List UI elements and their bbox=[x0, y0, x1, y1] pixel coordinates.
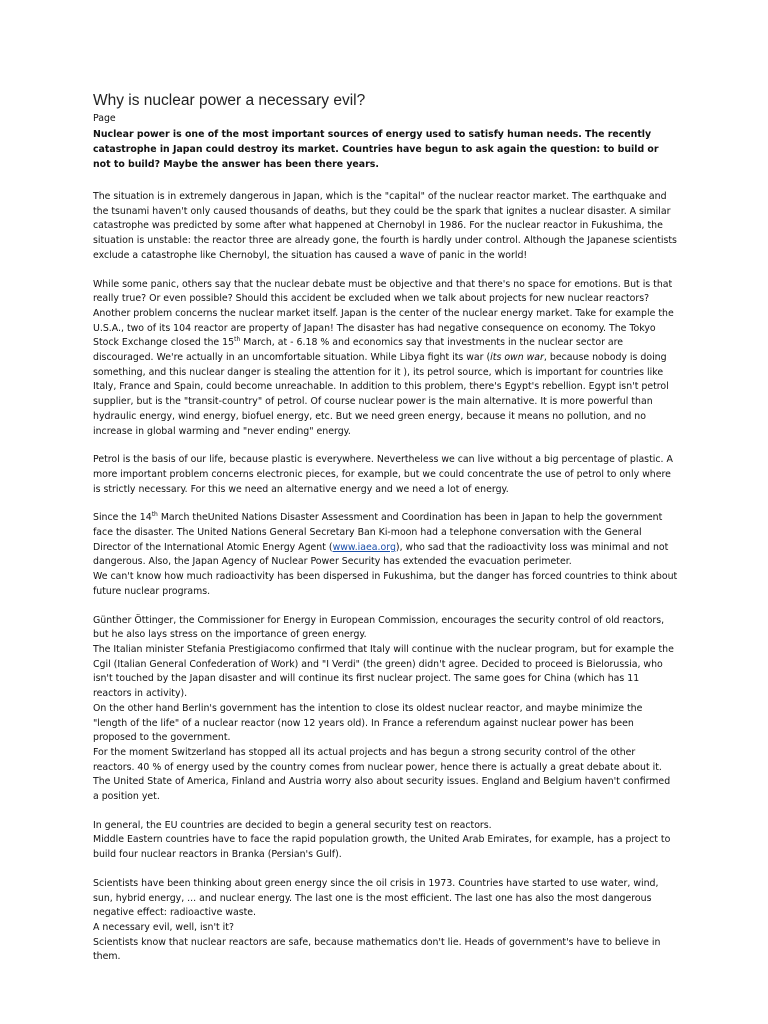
text-run: March theUnited Nations Disaster Assessment and Coordination has been in Japan to help the government face the disaster. The United Nations General Secretary Ban Ki-moon had a telephone conversation with the General Director of the International Atomic Energy Agent ( bbox=[93, 512, 663, 553]
paragraph-eu-commission: Günther Öttinger, the Commissioner for Energy in European Commission, encourages the security control of old reactors, but he also lays stress on the importance of green energy. bbox=[93, 614, 665, 641]
text-run: Since the 14 bbox=[93, 512, 152, 524]
superscript: th bbox=[151, 511, 158, 519]
paragraph-usa: The United State of America, Finland and Austria worry also about security issues. England and Belgium haven't confirmed a position yet. bbox=[93, 776, 671, 803]
iaea-link[interactable]: www.iaea.org bbox=[332, 541, 396, 553]
paragraph-italy: The Italian minister Stefania Prestigiacomo confirmed that Italy will continue with the nuclear program, but for example the Cgil (Italian General Confederation of Work) and "I Verdi" (the green) didn't agree. Decided to proceed is Bielorussia, who isn't touched by the Japan disaster and will continue its first nuclear project. The same goes for China (which has 11 reactors in activity). bbox=[93, 643, 674, 700]
paragraph-green-energy: Scientists have been thinking about green energy since the oil crisis in 1973. Countries have started to use water, wind, sun, hybrid energy, ... and nuclear energy. The last one is the most efficient. The last one has also the most dangerous negative effect: radioactive waste. bbox=[93, 877, 659, 919]
paragraph-japan-situation: The situation is in extremely dangerous in Japan, which is the "capital" of the nuclear reactor market. The earthquake and the tsunami haven't only caused thousands of deaths, but they could be the spark that ignites a nuclear disaster. A similar catastrophe was predicted by some after what happened at Chernobyl in 1986. For the nuclear reactor in Fukushima, the situation is unstable: the reactor three are already gone, the fourth is hardly under control. Although the Japanese scientists exclude a catastrophe like Chernobyl, the situation has caused a wave of panic in the world! bbox=[93, 191, 677, 261]
document-title: Why is nuclear power a necessary evil? bbox=[93, 92, 366, 109]
intro-paragraph: Nuclear power is one of the most important sources of energy used to satisfy human needs. The recently catastrophe in Japan could destroy its market. Countries have begun to ask again the question: to build or not to build? Maybe the answer has been there years. bbox=[93, 129, 659, 170]
text-run: , because nobody is doing something, and this nuclear danger is stealing the attention for it ), its petrol source, which is important for countries like Italy, France and Spain, could become unreachable. In addition to this problem, there's Egypt's rebellion. Egypt isn't petrol supplier, but is the "transit-country" of petrol. Of course nuclear power is the main alternative. It is more powerful than hydraulic energy, wind energy, biofuel energy, etc. But we need green energy, because it means no pollution, and no increase in global warming and "never ending" energy. bbox=[93, 352, 669, 437]
paragraph-petrol: Petrol is the basis of our life, because plastic is everywhere. Nevertheless we can live without a big percentage of plastic. A more important problem concerns electronic pieces, for example, but we could concentrate the use of petrol to only where is strictly necessary. For this we need an alternative energy and we need a lot of energy. bbox=[93, 454, 673, 495]
paragraph-eu-test: In general, the EU countries are decided to begin a general security test on reactors. bbox=[93, 819, 492, 831]
emphasis-text: its own war bbox=[490, 352, 544, 364]
text-run: ), who sad that the radioactivity loss was minimal and not dangerous. Also, the Japan Agency of Nuclear Power Security has extended the evacuation perimeter. bbox=[93, 541, 669, 568]
paragraph-middle-east: Middle Eastern countries have to face the rapid population growth, the United Arab Emirates, for example, has a project to build four nuclear reactors in Branka (Persian's Gulf). bbox=[93, 834, 671, 861]
paragraph-switzerland: For the moment Switzerland has stopped all its actual projects and has begun a strong security control of the other reactors. 40 % of energy used by the country comes from nuclear power, hence there is actually a great debate about it. bbox=[93, 746, 662, 773]
paragraph-berlin: On the other hand Berlin's government has the intention to close its oldest nuclear reactor, and maybe minimize the "length of the life" of a nuclear reactor (now 12 years old). In France a referendum against nuclear power has been proposed to the government. bbox=[93, 702, 643, 744]
superscript: th bbox=[234, 336, 241, 344]
paragraph-radioactivity: We can't know how much radioactivity has been dispersed in Fukushima, but the danger has forced countries to think about future nuclear programs. bbox=[93, 571, 678, 597]
paragraph-conclusion: Scientists know that nuclear reactors are safe, because mathematics don't lie. Heads of government's have to believe in them. bbox=[93, 936, 661, 963]
text-run: March, at - 6.18 % and economics say that investments in the nuclear sector are discouraged. We're actually in an uncomfortable situation. While Libya fight its war ( bbox=[93, 337, 624, 364]
page-label: Page bbox=[93, 113, 116, 124]
paragraph-nuclear-market bbox=[93, 278, 678, 440]
paragraph-necessary-evil: A necessary evil, well, isn't it? bbox=[93, 921, 234, 933]
article-body bbox=[93, 190, 678, 965]
paragraph-un-assessment bbox=[93, 511, 678, 570]
text-run: While some panic, others say that the nuclear debate must be objective and that there's no space for emotions. But is that really true? Or even possible? Should this accident be excluded when we talk about projects for new nuclear reactors? Another problem concerns the nuclear market itself. Japan is the center of the nuclear energy market. Take for example the U.S.A., two of its 104 reactor are property of Japan! The disaster has had negative consequence on economy. The Tokyo Stock Exchange closed the 15 bbox=[93, 278, 674, 349]
